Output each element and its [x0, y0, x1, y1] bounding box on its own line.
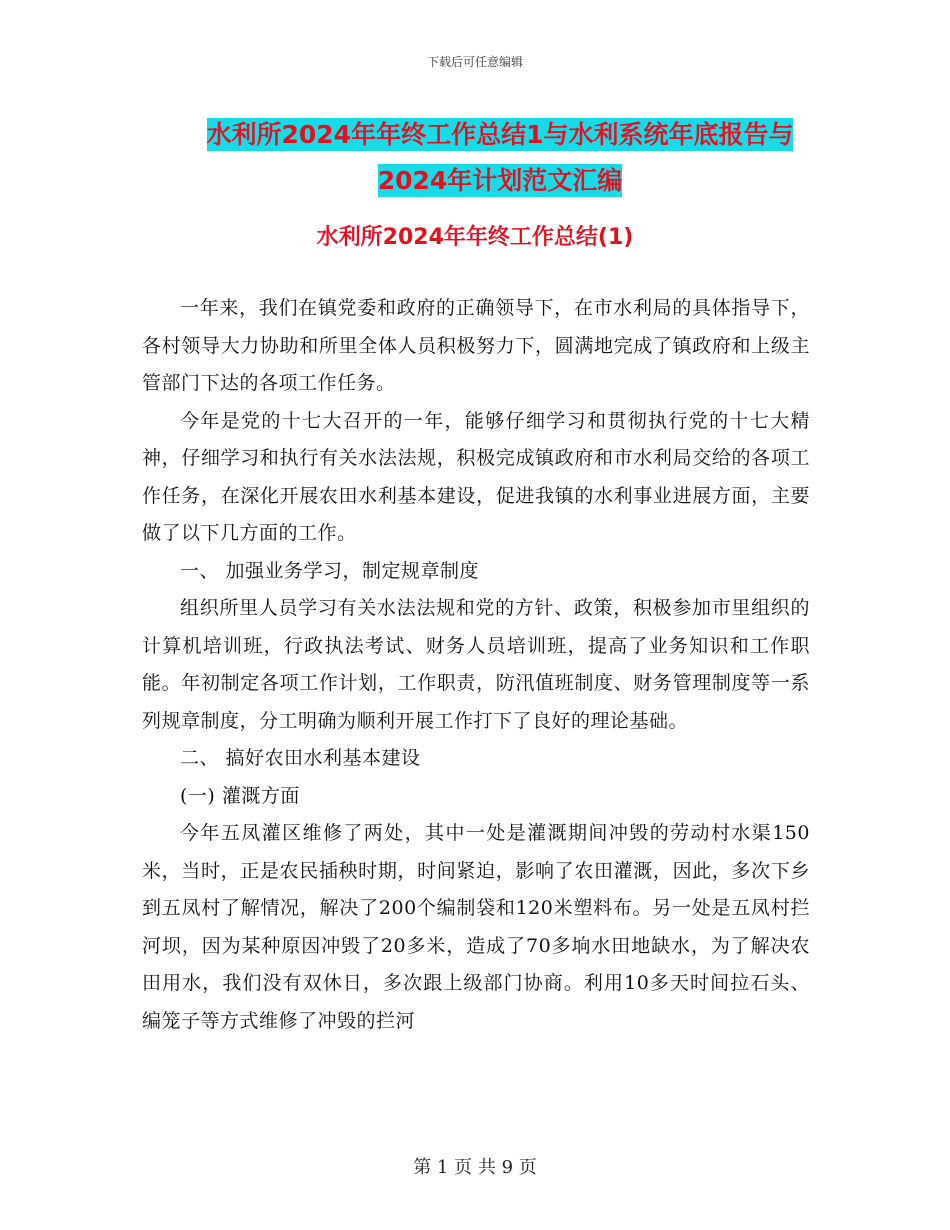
section-title: 水利所2024年年终工作总结(1) [316, 225, 634, 250]
paragraph: 今年是党的十七大召开的一年，能够仔细学习和贯彻执行党的十七大精神，仔细学习和执行有关水法法规，积极完成镇政府和市水利局交给的各项工作任务，在深化开展农田水利基本建设，促进我镇的水利事业进展方面，主要做了以下几方面的工作。 [142, 409, 810, 544]
subheading: 二、 搞好农田水利基本建设 [180, 747, 421, 769]
page-footer: 第 1 页 共 9 页 [413, 1157, 537, 1178]
document-body [142, 290, 810, 1040]
paragraph: 组织所里人员学习有关水法法规和党的方针、政策，积极参加市里组织的计算机培训班，行政执法考试、财务人员培训班，提高了业务知识和工作职能。年初制定各项工作计划，工作职责，防汛值班制度、财务管理制度等一系列规章制度，分工明确为顺利开展工作打下了良好的理论基础。 [142, 597, 810, 732]
paragraph: 今年五凤灌区维修了两处，其中一处是灌溉期间冲毁的劳动村水渠150米，当时，正是农民插秧时期，时间紧迫，影响了农田灌溉，因此，多次下乡到五凤村了解情况，解决了200个编制袋和120米塑料布。另一处是五凤村拦河坝，因为某种原因冲毁了20多米，造成了70多垧水田地缺水，为了解决农田用水，我们没有双休日，多次跟上级部门协商。利用10多天时间拉石头、编笼子等方式维修了冲毁的拦河 [142, 822, 810, 1032]
document-title [140, 112, 860, 204]
subheading: (一) 灌溉方面 [180, 784, 300, 807]
paragraph: 一年来，我们在镇党委和政府的正确领导下，在市水利局的具体指导下，各村领导大力协助和所里全体人员积极努力下，圆满地完成了镇政府和上级主管部门下达的各项工作任务。 [142, 297, 810, 394]
subheading: 一、 加强业务学习，制定规章制度 [180, 559, 480, 582]
page-header-note: 下载后可任意编辑 [426, 55, 523, 69]
document-title-line-1: 水利所2024年年终工作总结1与水利系统年底报告与 [206, 120, 794, 149]
document-title-line-2: 2024年计划范文汇编 [377, 166, 623, 195]
